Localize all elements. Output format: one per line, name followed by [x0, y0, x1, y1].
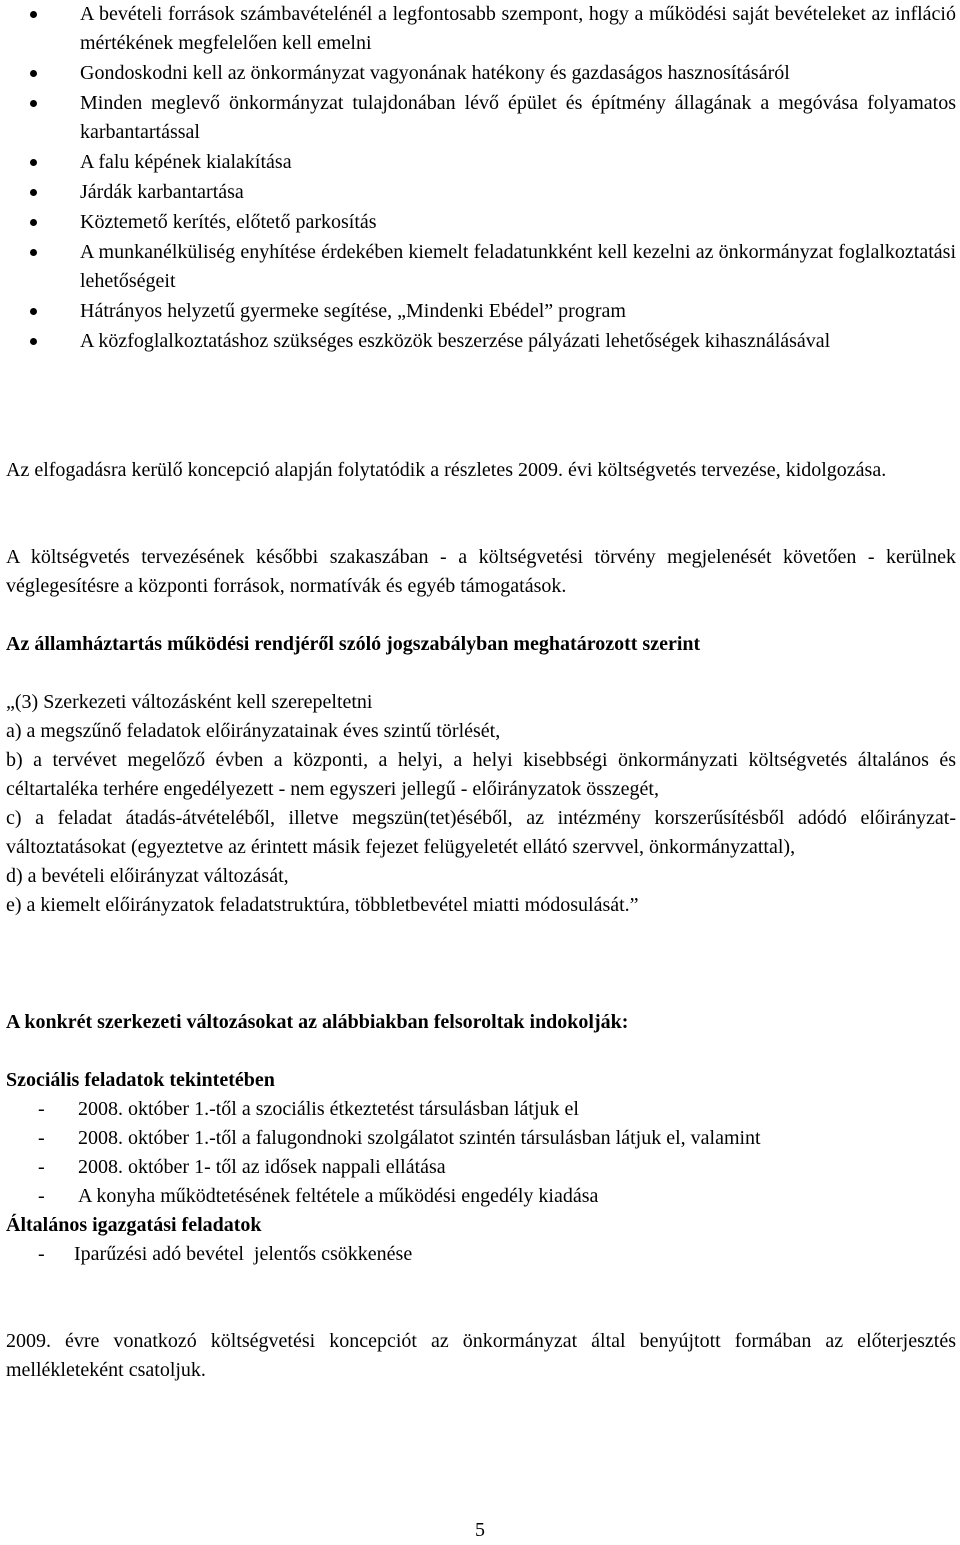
quote-line: „(3) Szerkezeti változásként kell szerepeltetni	[6, 691, 373, 713]
final-paragraph: 2009. évre vonatkozó költségvetési koncepciót az önkormányzat által benyújtott formában az előterjesztés mellékleteként csatoljuk.	[6, 1330, 956, 1381]
concept-paragraph: Az elfogadásra kerülő koncepció alapján folytatódik a részletes 2009. évi költségvetés tervezése, kidolgozása.	[6, 459, 887, 481]
bullet-item: A bevételi források számbavételénél a legfontosabb szempont, hogy a működési saját bevételeket az infláció mértékének megfelelően kell emelni	[6, 0, 956, 58]
list-item: - 2008. október 1- től az idősek nappali ellátása	[6, 1153, 956, 1182]
law-quote	[6, 688, 956, 920]
page-number: 5	[475, 1519, 485, 1541]
bullet-item: Köztemető kerítés, előtető parkosítás	[6, 208, 956, 237]
list-item: - 2008. október 1.-től a falugondnoki szolgálatot szintén társulásban látjuk el, valamint	[6, 1124, 956, 1153]
later-stage-paragraph: A költségvetés tervezésének későbbi szakaszában - a költségvetési törvény megjelenését követően - kerülnek véglegesítésre a központi források, normatívák és egyéb támogatások.	[6, 546, 956, 597]
changes-heading: A konkrét szerkezeti változásokat az alábbiakban felsoroltak indokolják:	[6, 1011, 629, 1033]
bullet-item: A falu képének kialakítása	[6, 148, 956, 177]
admin-task-list	[6, 1240, 956, 1269]
bullet-item: A munkanélküliség enyhítése érdekében kiemelt feladatunkként kell kezelni az önkormányzat foglalkoztatási lehetőségeit	[6, 238, 956, 296]
social-heading: Szociális feladatok tekintetében	[6, 1069, 275, 1091]
bullet-item: A közfoglalkoztatáshoz szükséges eszközök beszerzése pályázati lehetőségek kihasználásával	[6, 327, 956, 356]
bullet-item: Járdák karbantartása	[6, 178, 956, 207]
list-item: - Iparűzési adó bevétel jelentős csökkenése	[6, 1240, 956, 1269]
admin-heading: Általános igazgatási feladatok	[6, 1214, 262, 1236]
law-heading: Az államháztartás működési rendjéről szóló jogszabályban meghatározott szerint	[6, 633, 701, 655]
list-item: - A konyha működtetésének feltétele a működési engedély kiadása	[6, 1182, 956, 1211]
list-item: - 2008. október 1.-től a szociális étkeztetést társulásban látjuk el	[6, 1095, 956, 1124]
quote-line: c) a feladat átadás-átvételéből, illetve megszün(tet)éséből, az intézmény korszerűsítésből adódó előirányzat-változtatásokat (egyeztetve az érintett másik fejezet felügyeletét ellátó szervvel, önkormányzattal),	[6, 807, 956, 858]
bullet-item: Gondoskodni kell az önkormányzat vagyonának hatékony és gazdaságos hasznosításáról	[6, 59, 956, 88]
bullet-item: Minden meglevő önkormányzat tulajdonában lévő épület és építmény állagának a megóvása folyamatos karbantartással	[6, 89, 956, 147]
quote-line: b) a tervévet megelőző évben a központi, a helyi, a helyi kisebbségi önkormányzati költségvetés általános és céltartaléka terhére engedélyezett - nem egyszeri jellegű - előirányzatok összegét,	[6, 749, 956, 800]
quote-line: d) a bevételi előirányzat változását,	[6, 865, 289, 887]
quote-line: a) a megszűnő feladatok előirányzatainak éves szintű törlését,	[6, 720, 501, 742]
quote-line: e) a kiemelt előirányzatok feladatstruktúra, többletbevétel miatti módosulását.”	[6, 894, 639, 916]
social-task-list	[6, 1095, 956, 1211]
priority-bullet-list	[6, 0, 956, 356]
bullet-item: Hátrányos helyzetű gyermeke segítése, „Mindenki Ebédel” program	[6, 297, 956, 326]
